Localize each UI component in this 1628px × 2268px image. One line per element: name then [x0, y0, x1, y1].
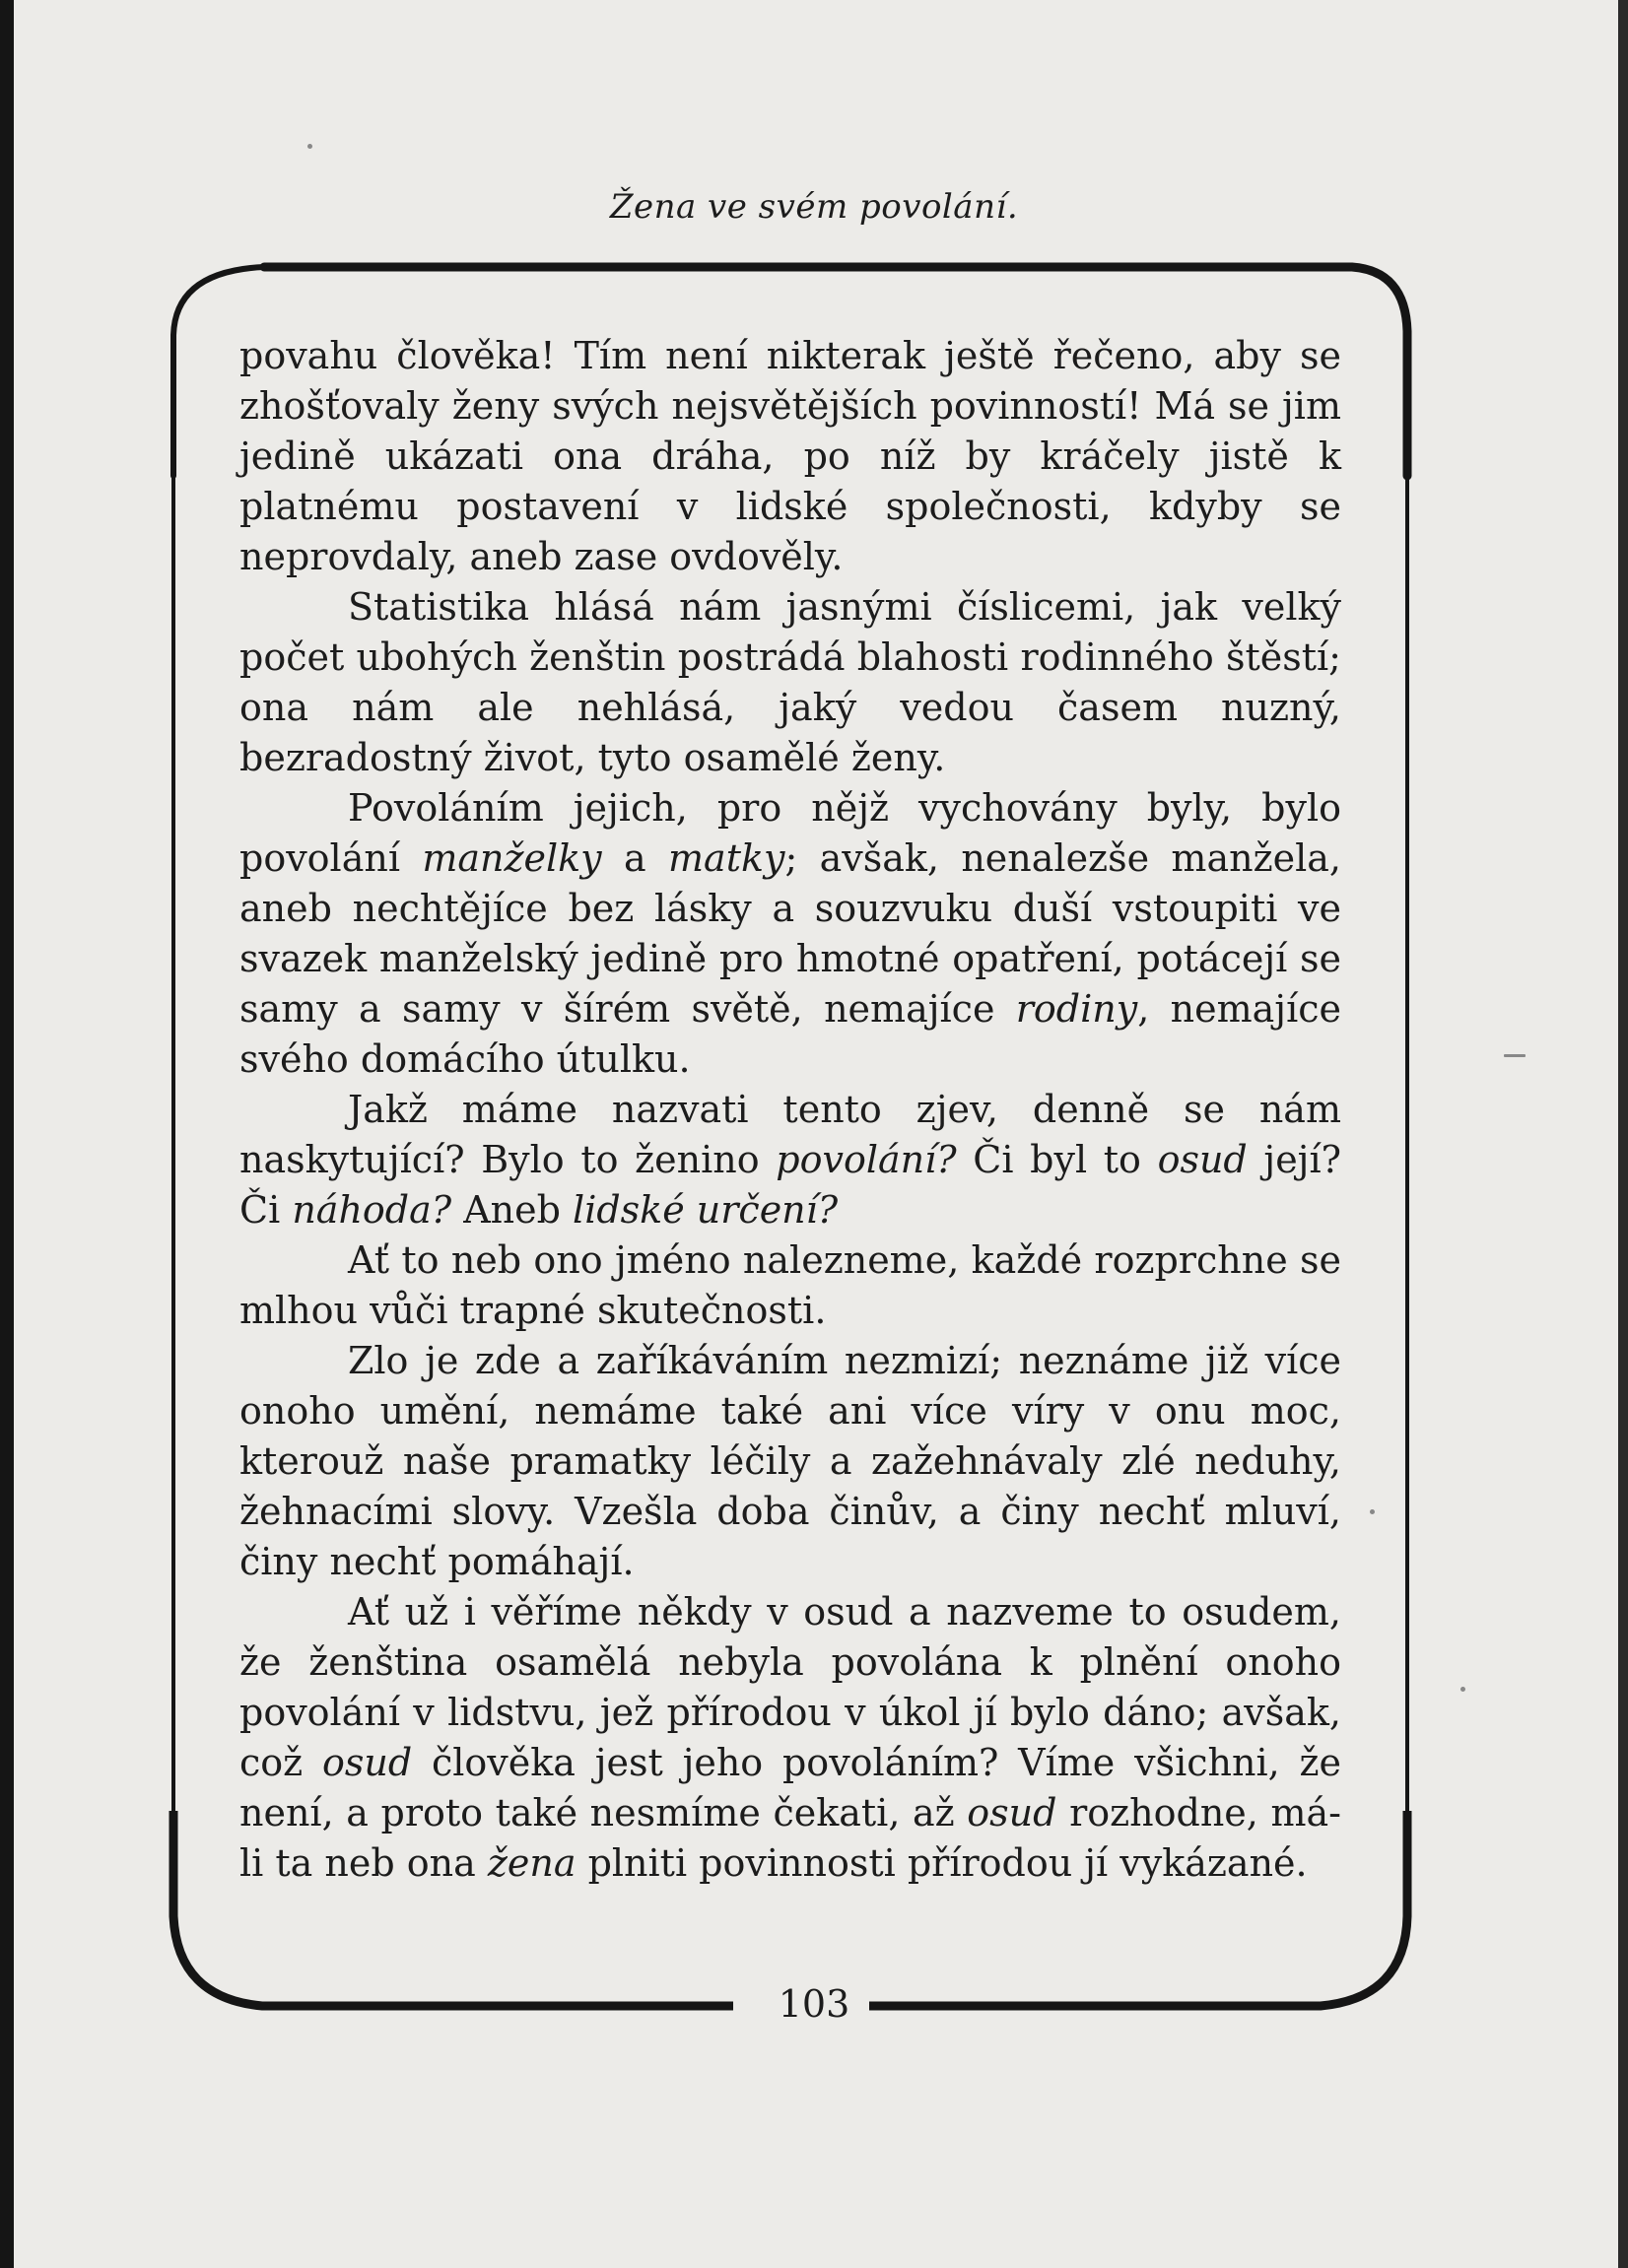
- paper-speck: [307, 144, 312, 149]
- paper-speck: [1504, 1054, 1526, 1057]
- text-run: Či byl to: [956, 1138, 1158, 1181]
- text-run: Ať už i věříme někdy v osud a nazveme to osudem, že ženština osamělá nebyla povolána k plnění onoho povolání v lidstvu, jež přírodou v úkol jí bylo dáno; avšak, což: [239, 1590, 1341, 1784]
- paragraph: [239, 1336, 1341, 1587]
- text-run: a: [601, 836, 668, 880]
- paragraph: [239, 1235, 1341, 1336]
- body-text: [239, 331, 1341, 1889]
- italic-run: matky: [668, 836, 785, 880]
- italic-run: žena: [487, 1841, 577, 1885]
- italic-run: náhoda?: [292, 1188, 452, 1232]
- text-run: Zlo je zde a zaříkáváním nezmizí; neznáme již více onoho umění, nemáme také ani více víry v onu moc, kterouž naše pramatky léčily a zažehnávaly zlé neduhy, žehnacími slovy. Vzešla doba činův, a činy nechť mluví, činy nechť pomáhají.: [239, 1339, 1341, 1583]
- page-number: [0, 1982, 1628, 2026]
- text-run: Jakž máme nazvati tento zjev, denně se nám naskytující? Bylo to ženino: [239, 1088, 1341, 1181]
- text-run: Ať to neb ono jméno nalezneme, každé rozprchne se mlhou vůči trapné skutečnosti.: [239, 1238, 1341, 1332]
- italic-run: rodiny: [1015, 987, 1138, 1031]
- paragraph: [239, 1587, 1341, 1889]
- italic-run: povolání?: [776, 1138, 957, 1181]
- paragraph: [239, 1085, 1341, 1235]
- italic-run: osud: [1157, 1138, 1248, 1181]
- italic-run: manželky: [422, 836, 602, 880]
- paper-speck: [1460, 1687, 1465, 1692]
- running-head: Žena ve svém povolání.: [609, 187, 1019, 227]
- text-run: , nemajíce svého domácího útulku.: [239, 987, 1342, 1081]
- text-run: Povoláním jejich, pro nějž vychovány byly, bylo povolání: [239, 786, 1341, 880]
- page-number-label: 103: [759, 1982, 870, 2026]
- text-run: Aneb: [451, 1188, 574, 1232]
- italic-run: osud: [967, 1791, 1057, 1834]
- text-run: ; avšak, nenalezše manžela, aneb nechtějíce bez lásky a souzvuku duší vstoupiti ve svazek manželský jedině pro hmotné opatření, potácejí se samy a samy v šírém světě, nemajíce: [239, 836, 1341, 1031]
- text-run: Statistika hlásá nám jasnými číslicemi, jak velký počet ubohých ženštin postrádá blahosti rodinného štěstí; ona nám ale nehlásá, jaký vedou časem nuzný, bezradostný život, tyto osamělé ženy.: [239, 585, 1341, 779]
- text-run: její? Či: [239, 1138, 1341, 1232]
- paragraph: [239, 582, 1341, 783]
- paragraph: [239, 783, 1341, 1085]
- text-run: plniti povinnosti přírodou jí vykázané.: [576, 1841, 1308, 1885]
- italic-run: lidské určení?: [573, 1188, 839, 1232]
- text-run: rozhodne, má-li ta neb ona: [239, 1791, 1341, 1885]
- text-run: člověka jest jeho povoláním? Víme všichni, že není, a proto také nesmíme čekati, až: [239, 1741, 1341, 1834]
- text-run: povahu člověka! Tím není nikterak ještě řečeno, aby se zhošťovaly ženy svých nejsvětějších povinností! Má se jim jedině ukázati ona dráha, po níž by kráčely jistě k platnému postavení v lidské společnosti, kdyby se neprovdaly, aneb zase ovdověly.: [239, 334, 1341, 578]
- paragraph: [239, 331, 1341, 582]
- italic-run: osud: [321, 1741, 413, 1784]
- paper-speck: [1370, 1509, 1375, 1514]
